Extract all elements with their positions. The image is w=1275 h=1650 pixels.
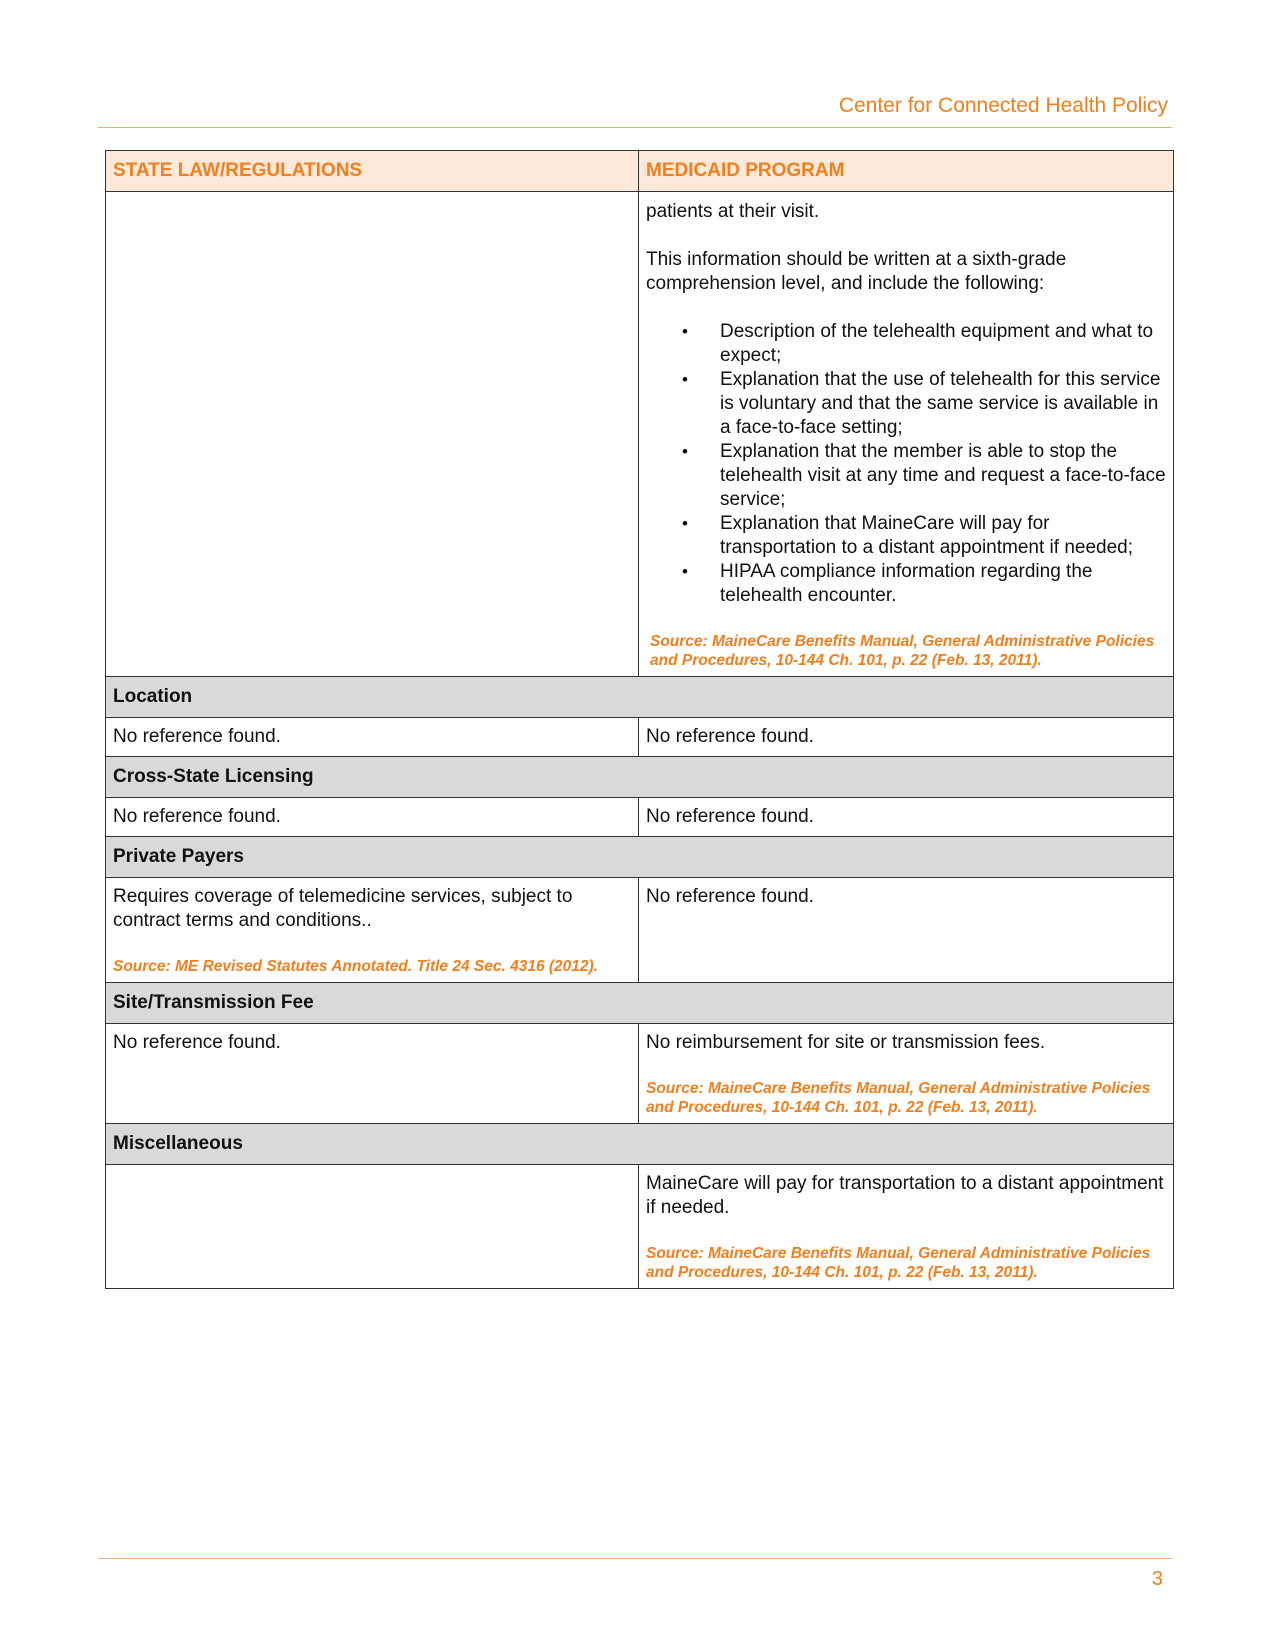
- list-item-text: Description of the telehealth equipment and what to expect;: [720, 321, 1154, 366]
- section-title-cross-state-licensing: Cross-State Licensing: [106, 757, 1174, 798]
- footer-divider: [98, 1558, 1172, 1559]
- list-item-text: HIPAA compliance information regarding the telehealth encounter.: [720, 561, 1093, 606]
- medicaid-paragraph: patients at their visit.: [646, 201, 820, 222]
- table-row: [106, 192, 1174, 677]
- table-row: [106, 798, 1174, 837]
- header-title: Center for Connected Health Policy: [838, 94, 1168, 117]
- source-citation: Source: MaineCare Benefits Manual, General Administrative Policies and Procedures, 10-144 Ch. 101, p. 22 (Feb. 13, 2011).: [646, 1080, 1151, 1116]
- medicaid-paragraph: MaineCare will pay for transportation to a distant appointment if needed.: [646, 1173, 1164, 1218]
- bullet-icon: •: [682, 322, 688, 341]
- section-row-miscellaneous: [106, 1124, 1174, 1165]
- section-row-private-payers: [106, 837, 1174, 878]
- source-citation: Source: ME Revised Statutes Annotated. Title 24 Sec. 4316 (2012).: [113, 958, 598, 975]
- state-law-column-header: STATE LAW/REGULATIONS: [106, 151, 639, 192]
- bullet-icon: •: [682, 370, 688, 389]
- list-item: [682, 320, 1166, 368]
- table-header-row: [106, 151, 1174, 192]
- state-law-cell: [106, 1165, 639, 1289]
- requirements-list: [646, 320, 1166, 608]
- section-row-cross-state-licensing: [106, 757, 1174, 798]
- source-citation: Source: MaineCare Benefits Manual, General Administrative Policies and Procedures, 10-144 Ch. 101, p. 22 (Feb. 13, 2011).: [646, 1245, 1151, 1281]
- list-item-text: Explanation that MaineCare will pay for transportation to a distant appointment if needed;: [720, 513, 1133, 558]
- state-law-cell: No reference found.: [106, 798, 639, 837]
- list-item: [682, 368, 1166, 440]
- list-item: [682, 440, 1166, 512]
- state-law-cell: [106, 878, 639, 983]
- medicaid-paragraph: This information should be written at a sixth-grade comprehension level, and include the following:: [646, 249, 1067, 294]
- list-item: [682, 512, 1166, 560]
- medicaid-column-header: MEDICAID PROGRAM: [639, 151, 1174, 192]
- section-title-miscellaneous: Miscellaneous: [106, 1124, 1174, 1165]
- medicaid-cell: [639, 192, 1174, 677]
- state-law-cell: No reference found.: [106, 718, 639, 757]
- table-row: [106, 718, 1174, 757]
- table-row: [106, 1165, 1174, 1289]
- policy-table: [105, 150, 1174, 1289]
- bullet-icon: •: [682, 442, 688, 461]
- section-title-location: Location: [106, 677, 1174, 718]
- medicaid-cell: No reference found.: [639, 718, 1174, 757]
- list-item: [682, 560, 1166, 608]
- table-row: [106, 1024, 1174, 1124]
- medicaid-cell: [639, 1165, 1174, 1289]
- list-item-text: Explanation that the use of telehealth for this service is voluntary and that the same service is available in a face-to-face setting;: [720, 369, 1161, 438]
- state-law-paragraph: Requires coverage of telemedicine services, subject to contract terms and conditions..: [113, 886, 573, 931]
- bullet-icon: •: [682, 562, 688, 581]
- table-row: [106, 878, 1174, 983]
- medicaid-cell: [639, 1024, 1174, 1124]
- medicaid-paragraph: No reimbursement for site or transmission fees.: [646, 1032, 1046, 1053]
- state-law-cell: [106, 192, 639, 677]
- page-header: [98, 92, 1172, 128]
- list-item-text: Explanation that the member is able to stop the telehealth visit at any time and request a face-to-face service;: [720, 441, 1166, 510]
- medicaid-cell: No reference found.: [639, 798, 1174, 837]
- source-citation: Source: MaineCare Benefits Manual, General Administrative Policies and Procedures, 10-144 Ch. 101, p. 22 (Feb. 13, 2011).: [650, 633, 1155, 669]
- state-law-cell: No reference found.: [106, 1024, 639, 1124]
- section-title-private-payers: Private Payers: [106, 837, 1174, 878]
- bullet-icon: •: [682, 514, 688, 533]
- medicaid-cell: No reference found.: [639, 878, 1174, 983]
- page-number: 3: [1151, 1568, 1163, 1590]
- section-row-site-transmission-fee: [106, 983, 1174, 1024]
- section-row-location: [106, 677, 1174, 718]
- section-title-site-transmission-fee: Site/Transmission Fee: [106, 983, 1174, 1024]
